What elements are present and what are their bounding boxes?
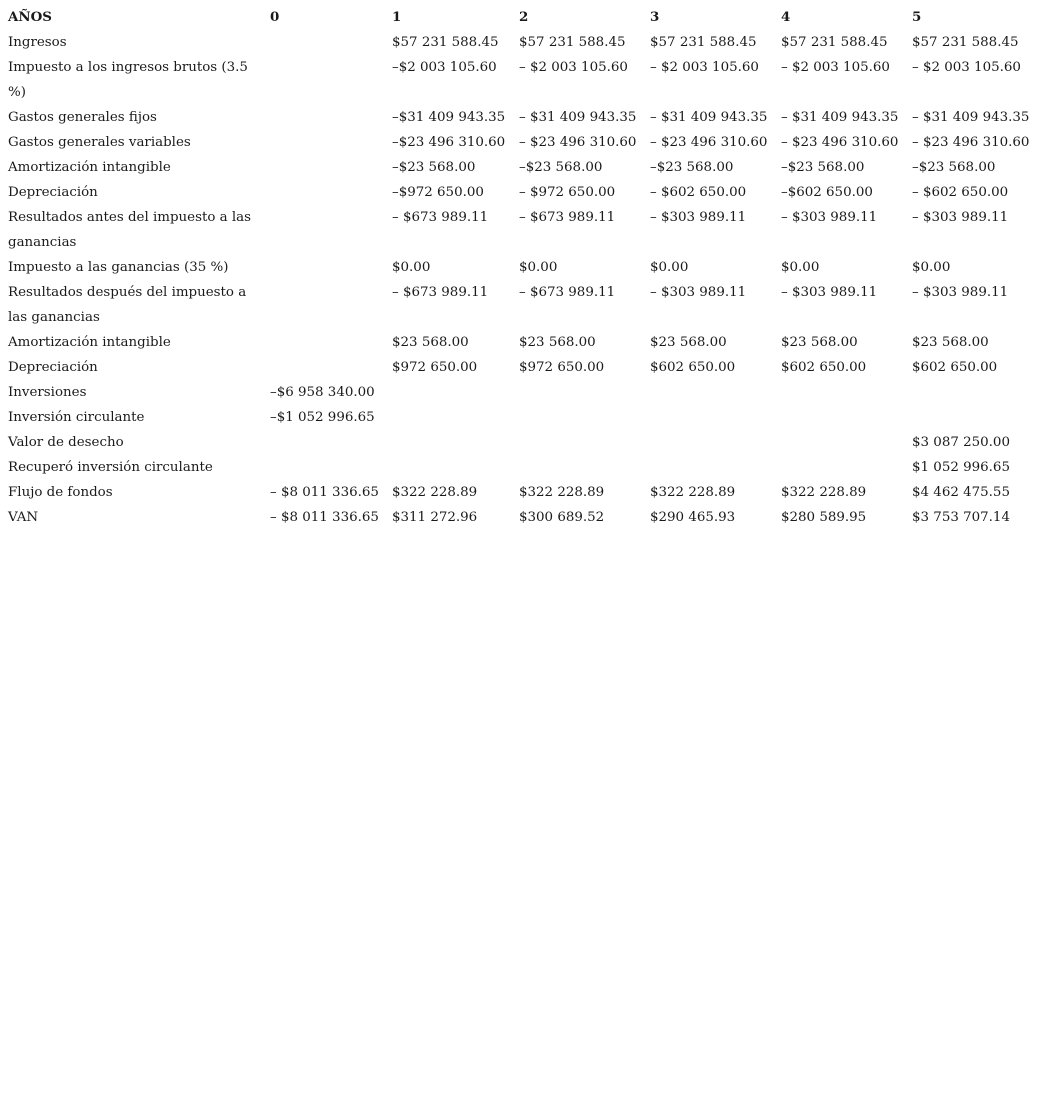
cell-year-2: – $2 003 105.60 bbox=[519, 60, 628, 75]
cell-year-0 bbox=[262, 280, 384, 330]
row-label: Inversiones bbox=[8, 385, 87, 400]
cell-year-4 bbox=[773, 380, 904, 405]
cell-year-1 bbox=[384, 405, 511, 430]
cell-year-5: $4 462 475.55 bbox=[912, 485, 1010, 500]
cell-year-5 bbox=[904, 380, 1035, 405]
cell-year-2: – $31 409 943.35 bbox=[519, 110, 637, 125]
cell-year-0 bbox=[262, 205, 384, 255]
cell-year-0 bbox=[262, 455, 384, 480]
table-row bbox=[0, 330, 1035, 355]
cell-year-3 bbox=[642, 405, 773, 430]
cell-year-1: –$31 409 943.35 bbox=[392, 110, 506, 125]
cell-year-2: $322 228.89 bbox=[519, 485, 605, 500]
cell-year-5: $23 568.00 bbox=[912, 335, 989, 350]
cell-year-4: – $303 989.11 bbox=[781, 285, 878, 300]
cell-year-0: –$1 052 996.65 bbox=[270, 410, 375, 425]
row-label: Amortización intangible bbox=[8, 160, 171, 175]
cell-year-0 bbox=[262, 430, 384, 455]
cell-year-3 bbox=[642, 430, 773, 455]
cell-year-1: –$23 568.00 bbox=[392, 160, 476, 175]
cell-year-4: $23 568.00 bbox=[781, 335, 858, 350]
cell-year-4 bbox=[773, 405, 904, 430]
cell-year-3: – $602 650.00 bbox=[650, 185, 747, 200]
cell-year-5: – $31 409 943.35 bbox=[912, 110, 1030, 125]
cell-year-5: – $602 650.00 bbox=[912, 185, 1009, 200]
cell-year-3: – $303 989.11 bbox=[650, 210, 747, 225]
table-row bbox=[0, 55, 1035, 105]
row-label: Ingresos bbox=[8, 35, 67, 50]
cell-year-4: –$23 568.00 bbox=[781, 160, 865, 175]
cell-year-4: $280 589.95 bbox=[781, 510, 867, 525]
table-row bbox=[0, 155, 1035, 180]
cell-year-0 bbox=[262, 155, 384, 180]
cell-year-0 bbox=[262, 55, 384, 105]
table-row bbox=[0, 405, 1035, 430]
cell-year-2: $0.00 bbox=[519, 260, 558, 275]
table-row bbox=[0, 30, 1035, 55]
table-row bbox=[0, 205, 1035, 255]
cell-year-2: $300 689.52 bbox=[519, 510, 605, 525]
cell-year-1: – $673 989.11 bbox=[392, 285, 489, 300]
header-year-2: 2 bbox=[519, 9, 529, 25]
cell-year-1: $322 228.89 bbox=[392, 485, 478, 500]
row-label: VAN bbox=[8, 510, 39, 525]
header-year-1: 1 bbox=[392, 9, 402, 25]
cell-year-4: $0.00 bbox=[781, 260, 820, 275]
cell-year-2: $23 568.00 bbox=[519, 335, 596, 350]
cell-year-4: – $303 989.11 bbox=[781, 210, 878, 225]
cell-year-3: $322 228.89 bbox=[650, 485, 736, 500]
cell-year-4: – $31 409 943.35 bbox=[781, 110, 899, 125]
cell-year-3 bbox=[642, 380, 773, 405]
cell-year-0 bbox=[262, 180, 384, 205]
cell-year-1: –$2 003 105.60 bbox=[392, 60, 497, 75]
cell-year-0 bbox=[262, 105, 384, 130]
row-label: Depreciación bbox=[8, 360, 98, 375]
cell-year-0: – $8 011 336.65 bbox=[270, 485, 379, 500]
cell-year-4 bbox=[773, 455, 904, 480]
table-row bbox=[0, 455, 1035, 480]
cell-year-1: $57 231 588.45 bbox=[392, 35, 499, 50]
cell-year-2: –$23 568.00 bbox=[519, 160, 603, 175]
row-label: Impuesto a los ingresos brutos (3.5 %) bbox=[8, 60, 248, 100]
cell-year-2 bbox=[511, 430, 642, 455]
cell-year-5 bbox=[904, 405, 1035, 430]
cell-year-5: $0.00 bbox=[912, 260, 951, 275]
cash-flow-table bbox=[0, 5, 1035, 530]
cell-year-0: – $8 011 336.65 bbox=[270, 510, 379, 525]
cell-year-5: – $303 989.11 bbox=[912, 210, 1009, 225]
cell-year-0 bbox=[262, 30, 384, 55]
cell-year-0 bbox=[262, 355, 384, 380]
header-year-4: 4 bbox=[781, 9, 791, 25]
row-label: Resultados antes del impuesto a las ganancias bbox=[8, 210, 252, 250]
cell-year-3: $0.00 bbox=[650, 260, 689, 275]
row-label: Valor de desecho bbox=[8, 435, 124, 450]
cell-year-1: –$972 650.00 bbox=[392, 185, 484, 200]
table-row bbox=[0, 180, 1035, 205]
cell-year-1 bbox=[384, 380, 511, 405]
cell-year-3: $57 231 588.45 bbox=[650, 35, 757, 50]
cell-year-4: $322 228.89 bbox=[781, 485, 867, 500]
table-row bbox=[0, 105, 1035, 130]
header-year-3: 3 bbox=[650, 9, 660, 25]
cell-year-3 bbox=[642, 455, 773, 480]
cell-year-5: – $303 989.11 bbox=[912, 285, 1009, 300]
cell-year-2: – $673 989.11 bbox=[519, 285, 616, 300]
cell-year-2 bbox=[511, 405, 642, 430]
header-years: AÑOS bbox=[8, 9, 52, 25]
cell-year-1: –$23 496 310.60 bbox=[392, 135, 506, 150]
cell-year-0 bbox=[262, 130, 384, 155]
row-label: Resultados después del impuesto a las ganancias bbox=[8, 285, 247, 325]
cell-year-4: – $23 496 310.60 bbox=[781, 135, 899, 150]
cell-year-5: $3 087 250.00 bbox=[912, 435, 1010, 450]
cell-year-5: – $2 003 105.60 bbox=[912, 60, 1021, 75]
row-label: Impuesto a las ganancias (35 %) bbox=[8, 260, 229, 275]
table-row bbox=[0, 280, 1035, 330]
header-row bbox=[0, 5, 1035, 30]
cell-year-1 bbox=[384, 430, 511, 455]
cell-year-1: $23 568.00 bbox=[392, 335, 469, 350]
cell-year-0: –$6 958 340.00 bbox=[270, 385, 375, 400]
cell-year-1: $0.00 bbox=[392, 260, 431, 275]
cell-year-0 bbox=[262, 330, 384, 355]
cell-year-5: $3 753 707.14 bbox=[912, 510, 1010, 525]
table-row bbox=[0, 255, 1035, 280]
cell-year-2: – $972 650.00 bbox=[519, 185, 616, 200]
table-row bbox=[0, 355, 1035, 380]
cell-year-5: $602 650.00 bbox=[912, 360, 998, 375]
table-row bbox=[0, 480, 1035, 505]
row-label: Amortización intangible bbox=[8, 335, 171, 350]
cell-year-5: $1 052 996.65 bbox=[912, 460, 1010, 475]
cell-year-2: $57 231 588.45 bbox=[519, 35, 626, 50]
cell-year-2 bbox=[511, 455, 642, 480]
cell-year-3: –$23 568.00 bbox=[650, 160, 734, 175]
cell-year-5: $57 231 588.45 bbox=[912, 35, 1019, 50]
cell-year-5: – $23 496 310.60 bbox=[912, 135, 1030, 150]
cell-year-2: – $673 989.11 bbox=[519, 210, 616, 225]
cell-year-1: $311 272.96 bbox=[392, 510, 478, 525]
cell-year-3: $290 465.93 bbox=[650, 510, 736, 525]
cell-year-1: $972 650.00 bbox=[392, 360, 478, 375]
cell-year-2 bbox=[511, 380, 642, 405]
row-label: Gastos generales variables bbox=[8, 135, 191, 150]
cell-year-3: $23 568.00 bbox=[650, 335, 727, 350]
cell-year-2: $972 650.00 bbox=[519, 360, 605, 375]
row-label: Recuperó inversión circulante bbox=[8, 460, 213, 475]
cell-year-3: – $23 496 310.60 bbox=[650, 135, 768, 150]
cell-year-1: – $673 989.11 bbox=[392, 210, 489, 225]
row-label: Inversión circulante bbox=[8, 410, 145, 425]
cell-year-0 bbox=[262, 255, 384, 280]
cell-year-2: – $23 496 310.60 bbox=[519, 135, 637, 150]
table-row bbox=[0, 430, 1035, 455]
cell-year-3: – $303 989.11 bbox=[650, 285, 747, 300]
cell-year-4: $57 231 588.45 bbox=[781, 35, 888, 50]
header-year-5: 5 bbox=[912, 9, 922, 25]
cell-year-4: –$602 650.00 bbox=[781, 185, 873, 200]
cell-year-3: – $31 409 943.35 bbox=[650, 110, 768, 125]
table-row bbox=[0, 505, 1035, 530]
cell-year-4 bbox=[773, 430, 904, 455]
cell-year-3: $602 650.00 bbox=[650, 360, 736, 375]
row-label: Depreciación bbox=[8, 185, 98, 200]
cell-year-4: $602 650.00 bbox=[781, 360, 867, 375]
cell-year-3: – $2 003 105.60 bbox=[650, 60, 759, 75]
table-row bbox=[0, 130, 1035, 155]
cell-year-1 bbox=[384, 455, 511, 480]
table-row bbox=[0, 380, 1035, 405]
row-label: Flujo de fondos bbox=[8, 485, 113, 500]
header-year-0: 0 bbox=[270, 9, 280, 25]
row-label: Gastos generales fijos bbox=[8, 110, 157, 125]
cell-year-4: – $2 003 105.60 bbox=[781, 60, 890, 75]
cell-year-5: –$23 568.00 bbox=[912, 160, 996, 175]
